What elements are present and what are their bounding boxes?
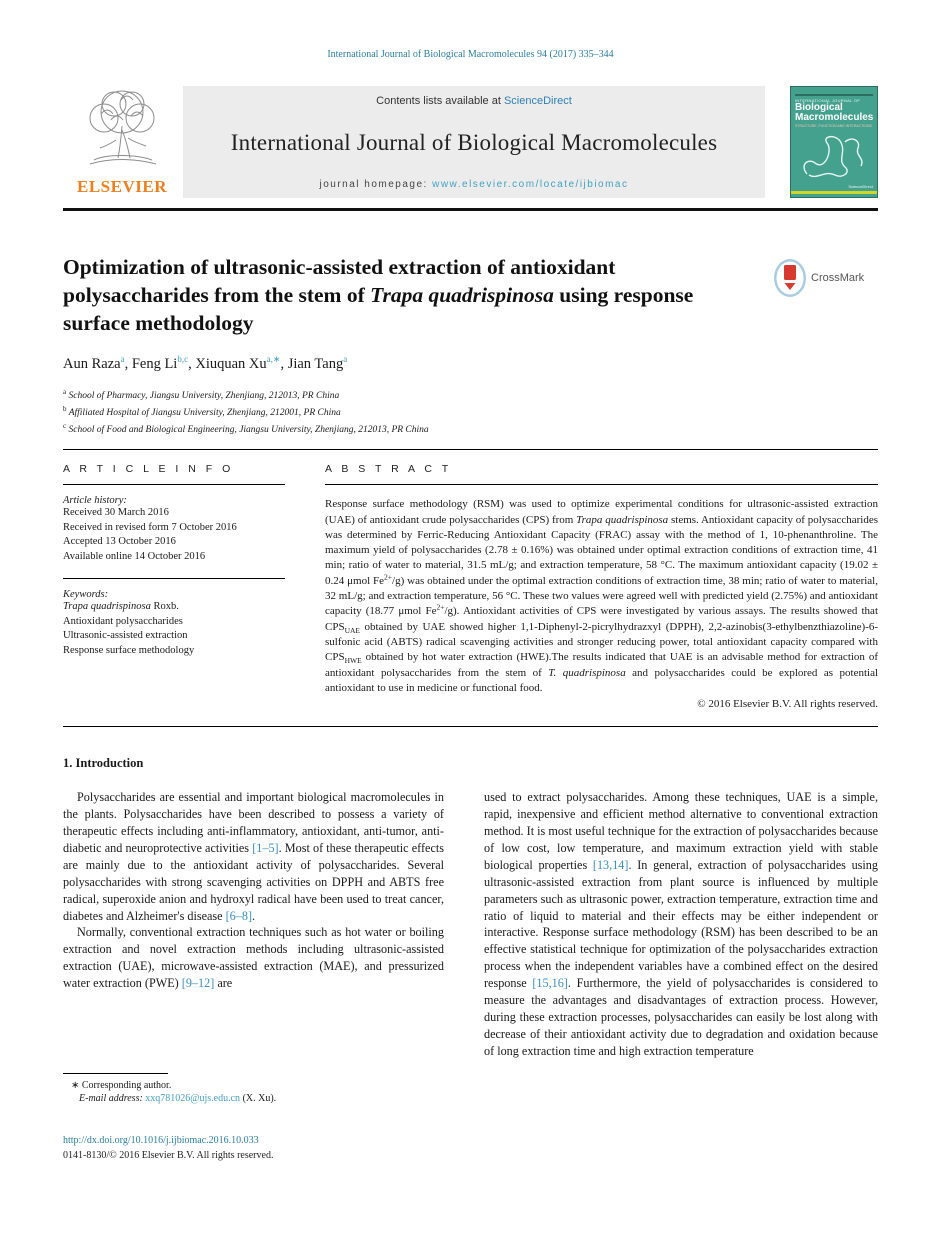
article-info-column	[63, 463, 285, 710]
history-received: Received 30 March 2016	[63, 507, 169, 519]
info-divider-rule	[63, 578, 285, 579]
elsevier-tree-icon	[76, 86, 168, 176]
contents-lists-line	[193, 95, 755, 107]
author: Jian Tang$^a$	[287, 354, 348, 372]
section-heading-introduction: 1. Introduction	[63, 756, 144, 771]
footnote-email-line: E-mail address: xxq781026@ujs.edu.cn (X. Xu).	[79, 1093, 277, 1104]
elsevier-wordmark: ELSEVIER	[77, 177, 167, 196]
affiliation-line: $^a$ School of Pharmacy, Jiangsu University, Zhenjiang, 212013, PR China	[63, 387, 340, 401]
header-divider-rule	[63, 208, 878, 211]
article-info-heading-rule	[63, 484, 285, 485]
history-revised: Received in revised form 7 October 2016	[63, 521, 237, 533]
article-info-heading: A R T I C L E I N F O	[63, 463, 234, 476]
citation-ref-link[interactable]: [15,16]	[532, 976, 568, 991]
doi-link[interactable]: http://dx.doi.org/10.1016/j.ijbiomac.2016.10.033	[63, 1135, 259, 1146]
cover-title-line2: Macromolecules	[795, 112, 874, 123]
sciencedirect-link[interactable]: ScienceDirect	[503, 95, 572, 107]
affiliations-block	[63, 386, 878, 437]
abstract-heading: A B S T R A C T	[325, 463, 452, 476]
keyword-item: Antioxidant polysaccharides	[63, 615, 183, 627]
homepage-label: journal homepage:	[319, 179, 433, 190]
header-gray-panel	[183, 86, 765, 198]
intro-paragraph-2: Normally, conventional extraction techniques such as hot water or boiling extraction and novel extraction methods including ultrasonic-assisted extraction (UAE), microwave-assisted extraction (MAE), and pressurized water extraction (PWE) [9–12] are	[63, 925, 444, 991]
title-text: Optimization of ultrasonic-assisted extraction of antioxidant polysaccharides from the stem of	[63, 255, 616, 307]
intro-paragraph-3: used to extract polysaccharides. Among these techniques, UAE is a simple, rapid, inexpensive and efficient method alternative to conventional extraction method. It is most useful technique for the extraction of polysaccharides because of low cost, low temperature, and maximum extraction yield with stable biological properties [13,14]. In general, extraction of polysaccharides using ultrasonic-assisted extraction from plant source is influenced by multiple parameters such as ultrasonic power, extraction temperature, extraction time and ratio of liquid to material and their effects may be either independent or interactive. Response surface methodology (RSM) has been described to be an effective statistical technique for optimization of the polysaccharides extraction process when the independent variables have a combined effect on the desired response [15,16]. Furthermore, the yield of polysaccharides is considered to measure the advantages and disadvantages of extraction process. However, during these extraction processes, polysaccharides can easily be lost along with decrease of their antioxidant activity due to degradation and oxidation because of long extraction time and high extraction temperature	[484, 790, 878, 1058]
info-top-rule	[63, 449, 878, 450]
cover-tagline: STRUCTURE, FUNCTION AND INTERACTIONS	[795, 124, 872, 128]
keyword-item: Trapa quadrispinosa Roxb.	[63, 601, 179, 613]
journal-header	[63, 86, 878, 198]
intro-paragraph-1: Polysaccharides are essential and important biological macromolecules in the plants. Polysaccharides have been described to possess a variety of therapeutic effects including anti-inflammatory, antioxidant, anti-tumor, anti-diabetic and neuroprotective activities [1–5]. Most of these therapeutic effects are mainly due to the antioxidant activity of polysaccharides. Several polysaccharides with strong scavenging activities on DPPH and ABTS free radical, superoxide anion and hydroxyl radical have been used to treat cancer, diabetes and Alzheimer's disease [6–8].	[63, 790, 444, 923]
journal-homepage-line	[193, 179, 755, 190]
abstract-text: Response surface methodology (RSM) was used to optimize experimental conditions for ultrasonic-assisted extraction (UAE) of antioxidant crude polysaccharides (CPS) from Trapa quadrispinosa stems. Antioxidant capacity of polysaccharides was determined by Ferric-Reducing Antioxidant Capacity (FRAC) assay with the method of 1, 10-phenanthroline. The maximum yield of polysaccharides (2.78 ± 0.16%) was obtained under optimal extraction conditions of extraction time, 41 min; ratio of water to material, 31.5 mL/g; and extraction temperature, 58 °C. The maximum antioxidant capacity (19.02 ± 0.24 μmol $Fe^{2+}/g$) was obtained under the optimal extraction conditions of extraction time, 38 min; ratio of water to material, 32 mL/g; and extraction temperature, 56 °C. These two values were agreed well with predicted yield (2.75%) and antioxidant capacity (18.77 μmol $Fe^{2+}/g$). Antioxidant activities of CPS were investigated by various assays. The results showed that $CPS_{UAE}$ obtained by UAE showed higher 1,1-Diphenyl-2-picrylhydrazxyl (DPPH), 2,2-azinobis(3-ethylbenzthiazoline)-6-sulfonic acid (ABTS) radical scavenging activities and stronger reducing power, total antioxidant capacity compared with $CPS_{HWE}$ obtained by hot water extraction (HWE).The results indicated that UAE is an advisable method for extraction of antioxidant polysaccharides from the stem of T. quadrispinosa and polysaccharides could be explored as potential antioxidant to use in medicine or functional food.	[325, 498, 879, 694]
corresponding-author-footnote	[63, 1073, 443, 1104]
author: Xiuquan $Xu^{a,∗}$,	[195, 354, 288, 372]
cover-molecule-art	[795, 128, 873, 184]
citation-ref-link[interactable]: [9–12]	[181, 976, 215, 991]
keywords-label: Keywords:	[63, 589, 109, 601]
intro-column-left	[63, 789, 444, 1060]
author-affiliation-sup: a	[343, 354, 348, 364]
author-affiliation-sup: a,∗	[266, 354, 281, 364]
history-accepted: Accepted 13 October 2016	[63, 536, 176, 548]
affiliation-line: $^c$ School of Food and Biological Engineering, Jiangsu University, Zhenjiang, 212013, PR China	[63, 422, 429, 436]
affiliation-line: $^b$ Affiliated Hospital of Jiangsu University, Zhenjiang, 212001, PR China	[63, 404, 341, 419]
crossmark-icon	[773, 258, 807, 298]
footnote-text: ∗ Corresponding author.	[71, 1080, 172, 1091]
journal-cover-thumbnail[interactable]	[790, 86, 878, 198]
crossmark-badge[interactable]	[773, 258, 864, 298]
citation-ref-link[interactable]: [1–5]	[252, 840, 279, 855]
citation-ref-link[interactable]: [6–8]	[225, 908, 253, 923]
footnote-rule	[63, 1073, 168, 1074]
intro-column-right	[484, 789, 878, 1060]
article-title	[63, 253, 763, 337]
author-affiliation-sup: a	[120, 354, 125, 364]
elsevier-logo	[63, 86, 181, 198]
journal-title: International Journal of Biological Macromolecules	[230, 130, 718, 155]
keyword-item: Ultrasonic-assisted extraction	[63, 630, 188, 642]
abstract-heading-rule	[325, 484, 878, 485]
cover-kicker: INTERNATIONAL JOURNAL OF	[795, 94, 873, 103]
crossmark-label: CrossMark	[811, 272, 865, 284]
cover-title-line1: Biological	[795, 102, 843, 113]
article-history-label: Article history:	[63, 495, 127, 507]
title-species-italic: Trapa quadrispinosa	[370, 283, 554, 307]
abstract-bottom-rule	[63, 726, 878, 727]
abstract-column	[325, 463, 878, 710]
copyright-line: © 2016 Elsevier B.V. All rights reserved.	[697, 698, 878, 711]
author: Feng Li$^{b,c}$,	[131, 354, 196, 372]
cover-bottom-bar	[791, 191, 877, 194]
email-link[interactable]: xxq781026@ujs.edu.cn	[145, 1093, 241, 1104]
keyword-item: Response surface methodology	[63, 644, 195, 656]
cover-sciencedirect-brand: ScienceDirect	[848, 184, 873, 189]
authors-line	[63, 354, 878, 373]
contents-lists-text: Contents lists available at	[376, 95, 504, 107]
title-text-end: using response surface methodology	[63, 283, 694, 335]
homepage-url-link[interactable]: www.elsevier.com/locate/ijbiomac	[432, 179, 629, 190]
citation-ref-link[interactable]: [13,14]	[592, 857, 629, 872]
issn-copyright-line: 0141-8130/© 2016 Elsevier B.V. All rights reserved.	[63, 1150, 274, 1161]
journal-citation: International Journal of Biological Macromolecules 94 (2017) 335–344	[327, 49, 614, 60]
author: Aun Raza$^a$,	[63, 354, 132, 372]
history-online: Available online 14 October 2016	[63, 550, 206, 562]
author-affiliation-sup: b,c	[177, 354, 189, 364]
